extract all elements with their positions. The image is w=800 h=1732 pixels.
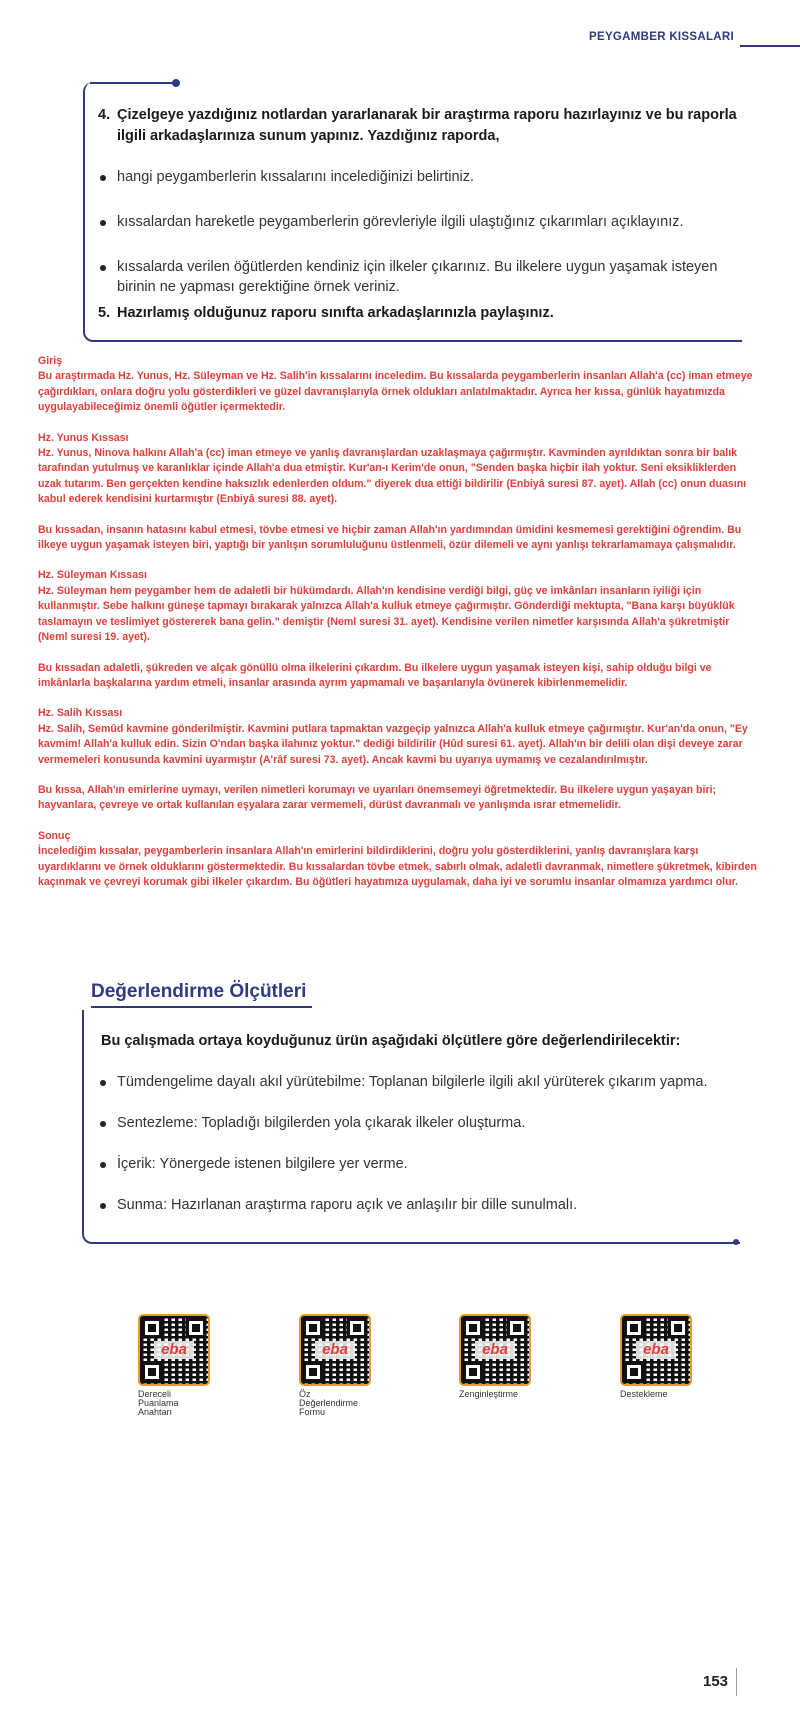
report-suleyman bbox=[38, 568, 758, 645]
eba-logo: eba bbox=[475, 1341, 515, 1359]
eba-logo: eba bbox=[636, 1341, 676, 1359]
qr-code-icon[interactable] bbox=[299, 1314, 371, 1386]
report-yunus-lesson: Bu kıssadan, insanın hatasını kabul etmesi, tövbe etmesi ve hiçbir zaman Allah'ın yardımından ümidini kesmemesi gerektiğini öğrendim. Bu ilkeye uygun yaşamak isteyen biri, yaptığı bir yanlışın sorumluluğunu üstlenmeli, özür dilemeli ve aynı yanlışı tekrarlamamaya çalışmalıdır. bbox=[38, 523, 742, 552]
qr-code-icon[interactable] bbox=[620, 1314, 692, 1386]
report-salih-text: Hz. Salih, Semûd kavmine gönderilmiştir. Kavmini putlara tapmaktan vazgeçip yalnızca Allah'a kulluk etmeye çağırmıştır. Kur'an'da onun, "Ey kavmim! Allah'a kulluk edin. Sizin O'ndan başka ilahınız yoktur." dediği bildirilir (Hûd suresi 61. ayet). Allah'ın bir delili olan dişi deveye zarar vermemeleri konusunda kavmini uyarmıştır (A'râf suresi 73. ayet). Ancak kavmi bu uyarıya uymamış ve cezalandırılmıştır. bbox=[38, 722, 748, 766]
running-header: PEYGAMBER KISSALARI bbox=[589, 31, 734, 43]
qr-code-row bbox=[138, 1314, 698, 1424]
report-suleyman-text: Hz. Süleyman hem peygamber hem de adaletli bir hükümdardı. Allah'ın kendisine verdiği bilgi, güç ve imkânları insanların iyiliği için kullanmıştır. Sebe halkını güneşe tapmayı bırakarak yalnızca Allah'a kulluk etmeye çağırmıştır. Gönderdiği mektupta, "Bana karşı büyüklük taslamayın ve teslimiyet göstererek bana gelin." demiştir (Neml suresi 31. ayet). Kendisine verilen nimetler karşısında Allah'a şükretmiştir (Neml suresi 19. ayet). bbox=[38, 584, 735, 644]
evaluation-criterion: İçerik: Yönergede istenen bilgilere yer verme. bbox=[98, 1154, 738, 1174]
qr-item-support[interactable] bbox=[620, 1314, 720, 1399]
page-number-rule bbox=[736, 1668, 737, 1696]
report-intro-heading: Giriş bbox=[38, 355, 63, 367]
report-salih-lesson: Bu kıssa, Allah'ın emirlerine uymayı, verilen nimetleri korumayı ve uyarıları önemsemeyi öğretmektedir. Bu ilkelere uygun yaşayan biri; hayvanlara, çevreye ve ortak kullanılan eşyalara zarar vermemeli, dürüst davranmalı ve yanlışında ısrar etmemelidir. bbox=[38, 783, 717, 812]
task-bullet: kıssalarda verilen öğütlerden kendiniz için ilkeler çıkarınız. Bu ilkelere uygun yaşamak isteyen birinin ne yapması gerektiğine örnek veriniz. bbox=[98, 257, 738, 297]
task-item-4 bbox=[98, 105, 738, 147]
qr-item-self-assessment[interactable] bbox=[299, 1314, 399, 1417]
qr-label: Destekleme bbox=[620, 1389, 668, 1399]
evaluation-title: Değerlendirme Ölçütleri bbox=[91, 981, 307, 1002]
report-intro-text: Bu araştırmada Hz. Yunus, Hz. Süleyman ve Hz. Salih'in kıssalarını inceledim. Bu kıssalarda peygamberlerin insanları Allah'a (cc) iman etmeye çağırdıkları, onlara doğru yolu gösterdikleri ve güzel davranışlarıyla örnek oldukları anlatılmaktadır. Ayrıca her kıssa, günlük hayatımızda uygulayabileceğimiz önemli öğütler içermektedir. bbox=[38, 370, 753, 414]
task-bullet-list bbox=[98, 167, 738, 297]
report-yunus bbox=[38, 431, 758, 508]
evaluation-box-dot bbox=[733, 1239, 739, 1245]
report-suleyman-lesson: Bu kıssadan adaletli, şükreden ve alçak gönüllü olma ilkelerini çıkardım. Bu ilkelere uygun yaşamak isteyen kişi, sahip olduğu bilgi ve imkânlarla başkalarına yardım etmeli, insanlar arasında ayrım yapmamalı ve başarılarıyla övünerek kibirlenmemelidir. bbox=[38, 661, 712, 689]
report-conclusion bbox=[38, 829, 758, 891]
qr-label: Zenginleştirme bbox=[459, 1389, 519, 1399]
task-item-4-text: Çizelgeye yazdığınız notlardan yararlanarak bir araştırma raporu hazırlayınız ve bu raporla ilgili arkadaşlarınıza sunum yapınız. Yazdığınız raporda, bbox=[117, 107, 737, 144]
report-conclusion-heading: Sonuç bbox=[38, 829, 71, 842]
sample-report bbox=[38, 354, 758, 905]
qr-label: Öz Değerlendirme Formu bbox=[299, 1389, 359, 1417]
evaluation-criterion: Sentezleme: Topladığı bilgilerden yola çıkarak ilkeler oluşturma. bbox=[98, 1113, 738, 1133]
page-number: 153 bbox=[703, 1673, 729, 1690]
eba-logo: eba bbox=[315, 1341, 355, 1359]
report-salih-heading: Hz. Salih Kıssası bbox=[38, 707, 123, 720]
qr-item-enrichment[interactable] bbox=[459, 1314, 559, 1399]
report-suleyman-heading: Hz. Süleyman Kıssası bbox=[38, 569, 147, 582]
evaluation-title-rule bbox=[91, 1006, 312, 1008]
report-conclusion-text: İncelediğim kıssalar, peygamberlerin insanlara Allah'ın emirlerini bildirdiklerini, doğru yolu gösterdiklerini, yanlış davranışlara karşı uyardıklarını ve örnek olduklarını göstermektedir. Bu kıssalardan tövbe etmek, sabırlı olmak, adaletli davranmak, nimetlere şükretmek, kibirden kaçınmak ve çevreyi korumak gibi ilkeler çıkardım. Bu öğütleri hayatımıza uygulamak, daha iyi ve sorumlu insanlar olmamıza yardımcı olur. bbox=[38, 845, 757, 888]
task-item-5-text: Hazırlamış olduğunuz raporu sınıfta arkadaşlarınızla paylaşınız. bbox=[117, 305, 554, 321]
evaluation-heading: Bu çalışmada ortaya koyduğunuz ürün aşağıdaki ölçütlere göre değerlendirilecektir: bbox=[101, 1033, 681, 1049]
qr-label: Dereceli Puanlama Anahtarı bbox=[138, 1389, 179, 1417]
qr-code-icon[interactable] bbox=[138, 1314, 210, 1386]
header-rule bbox=[740, 45, 800, 47]
report-salih bbox=[38, 706, 758, 768]
report-yunus-heading: Hz. Yunus Kıssası bbox=[38, 431, 129, 444]
eba-logo: eba bbox=[154, 1341, 194, 1359]
qr-code-icon[interactable] bbox=[459, 1314, 531, 1386]
evaluation-criterion: Sunma: Hazırlanan araştırma raporu açık ve anlaşılır bir dille sunulmalı. bbox=[98, 1195, 738, 1215]
evaluation-criteria-list bbox=[98, 1072, 738, 1236]
task-bullet: hangi peygamberlerin kıssalarını incelediğinizi belirtiniz. bbox=[98, 167, 738, 187]
task-item-5-number: 5. bbox=[98, 305, 111, 321]
task-instructions bbox=[98, 105, 738, 324]
report-yunus-text: Hz. Yunus, Ninova halkını Allah'a (cc) iman etmeye ve yanlış davranışlardan uzaklaşmaya çağırmıştır. Kavminden ayrıldıktan sonra bir balık tarafından yutulmuş ve karanlıklar içinde Allah'a dua etmiştir. Kur'an-ı Kerim'de onun, "Senden başka hiçbir ilah yoktur. Seni eksikliklerden uzak tutarım. Ben gerçekten kendine haksızlık edenlerden oldum." diyerek dua ettiği bildirilir (Enbiyâ suresi 87. ayet). Allah (cc) onun duasını kabul ederek kendisini kurtarmıştır (Enbiyâ suresi 88. ayet). bbox=[38, 447, 747, 506]
task-item-5 bbox=[98, 303, 738, 324]
task-bullet: kıssalardan hareketle peygamberlerin görevleriyle ilgili ulaştığınız çıkarımları açıklayınız. bbox=[98, 212, 738, 232]
report-intro bbox=[38, 354, 758, 416]
qr-item-rubric[interactable] bbox=[138, 1314, 238, 1417]
task-item-4-number: 4. bbox=[98, 107, 111, 123]
evaluation-criterion: Tümdengelime dayalı akıl yürütebilme: Toplanan bilgilerle ilgili akıl yürüterek çıkarım yapma. bbox=[98, 1072, 738, 1092]
